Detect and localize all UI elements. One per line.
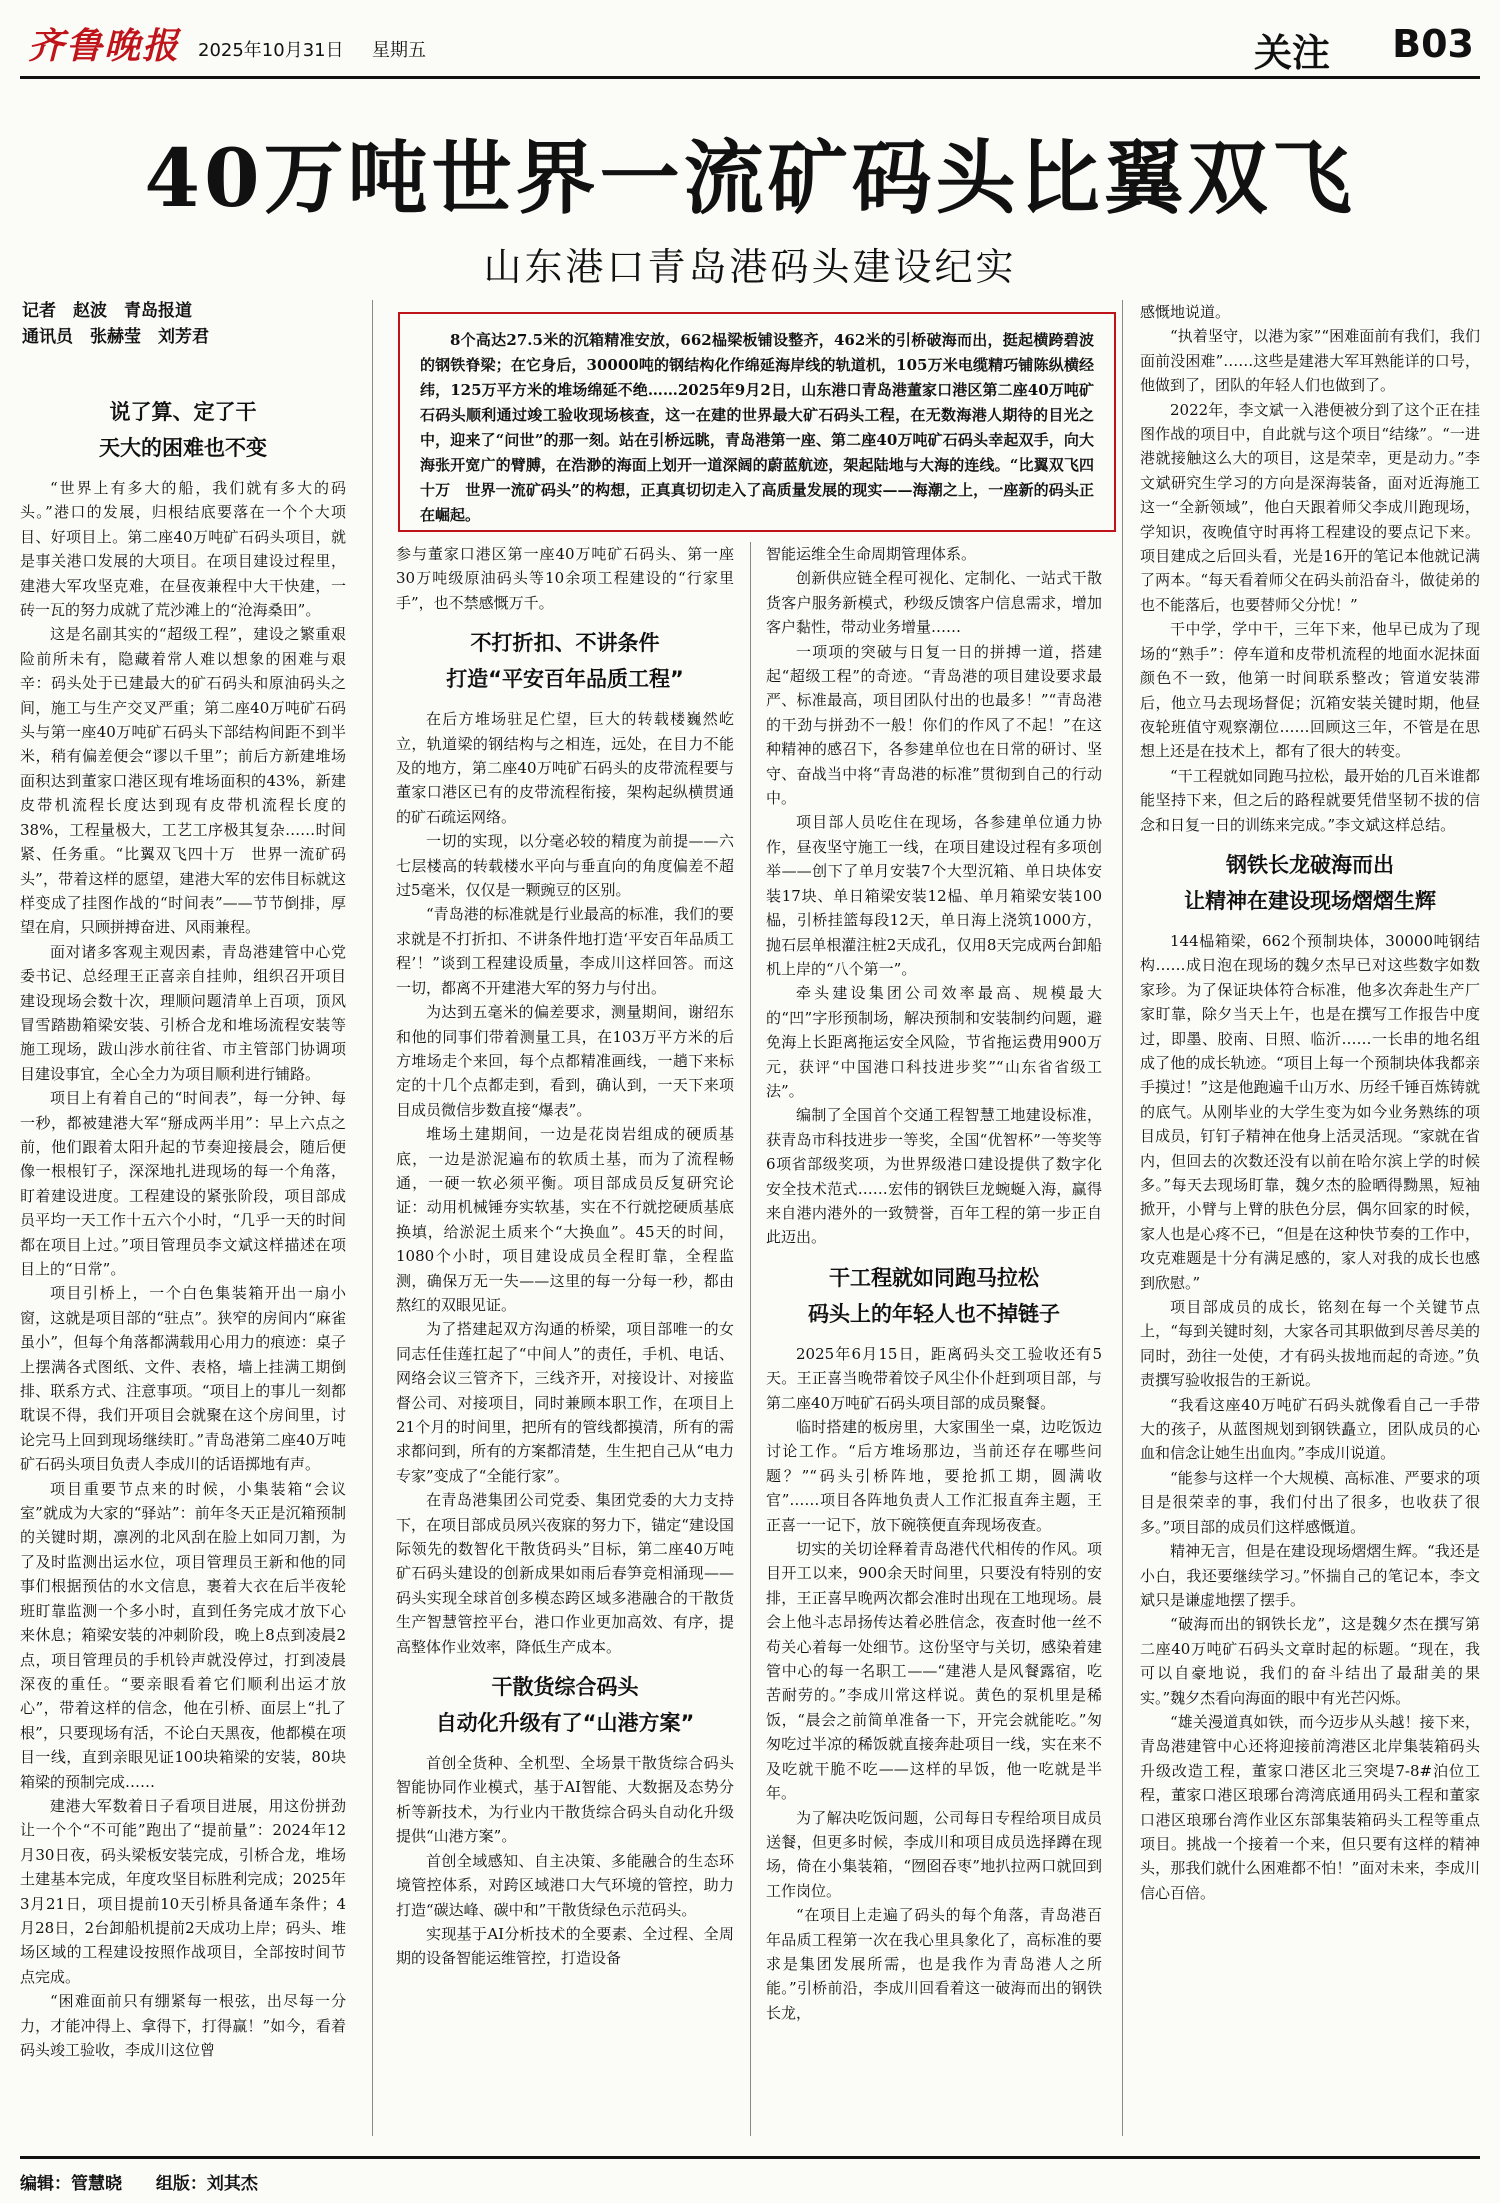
- column-divider: [372, 300, 373, 2136]
- paragraph: 为了解决吃饭问题，公司每日专程给项目成员送餐，但更多时候，李成川和项目成员选择蹲在现场，倚在小集装箱，“囫囵吞枣”地扒拉两口就回到工作岗位。: [766, 1808, 1102, 1900]
- issue-date: 2025年10月31日: [198, 40, 344, 61]
- section-heading-5-line1: 钢铁长龙破海而出: [1226, 852, 1394, 877]
- paragraph: 参与董家口港区第一座40万吨矿石码头、第一座30万吨级原油码头等10余项工程建设的“行家里手”，也不禁感慨万千。: [396, 545, 734, 612]
- paragraph: “执着坚守，以港为家”“困难面前有我们，我们面前没困难”……这些是建港大军耳熟能详的口号，他做到了，团队的年轻人们也做到了。: [1140, 327, 1480, 395]
- article-column-3: [766, 542, 1102, 2136]
- issue-weekday: 星期五: [372, 40, 426, 61]
- section-heading-5-line2: 让精神在建设现场熠熠生辉: [1184, 888, 1436, 913]
- paragraph: 项目部人员吃住在现场，各参建单位通力协作，昼夜坚守施工一线，在项目建设过程有多项创举——创下了单月安装7个大型沉箱、单日块体安装17块、单日箱梁安装12榀、单月箱梁安装100榀，引桥挂篮每段12天，单日海上浇筑1000方，抛石层单根灌注桩2天成孔，仅用8天完成两台卸船机上岸的“八个第一”。: [766, 813, 1102, 978]
- section-heading-1-line1: 说了算、定了干: [109, 400, 257, 424]
- paragraph: 一项项的突破与日复一日的拼搏一道，搭建起“超级工程”的奇迹。“青岛港的项目建设要求最严、标准最高，项目团队付出的也最多！”“青岛港的干劲与拼劲不一般！你们的作风了不起！”在这种精神的感召下，各参建单位也在日常的研讨、坚守、奋战当中将“青岛港的标准”贯彻到自己的行动中。: [766, 642, 1102, 808]
- byline-reporter: 记者 赵波 青岛报道: [22, 301, 192, 321]
- paragraph: 建港大军数着日子看项目进展，用这份拼劲让一个个“不可能”跑出了“提前量”：2024年12月30日夜，码头梁板安装完成，引桥合龙，堆场土建基本完成，年度攻坚目标胜利完成；2025年3月21日，项目提前10天引桥具备通车条件；4月28日，2台卸船机提前2天成功上岸；码头、堆场区域的工程建设按照作战项目，全部按时间节点完成。: [20, 1796, 346, 1986]
- section-heading-3-line1: 干散货综合码头: [491, 1675, 639, 1700]
- paragraph: 精神无言，但是在建设现场熠熠生辉。“我还是小白，我还要继续学习。”怀揣自己的笔记本，李文斌只是谦虚地摆了摆手。: [1140, 1542, 1480, 1609]
- headline: 40万吨世界一流矿码头比翼双飞: [144, 131, 1356, 225]
- paragraph: “我看这座40万吨矿石码头就像看自己一手带大的孩子，从蓝图规划到钢铁矗立，团队成员的心血和信念让她生出血肉。”李成川说道。: [1140, 1395, 1480, 1463]
- paragraph: “干工程就如同跑马拉松，最开始的几百米谁都能坚持下来，但之后的路程就要凭借坚韧不拔的信念和日复一日的训练来完成。”李文斌这样总结。: [1140, 766, 1480, 834]
- paragraph: 智能运维全生命周期管理体系。: [766, 545, 977, 563]
- paragraph: 临时搭建的板房里，大家围坐一桌，边吃饭边讨论工作。“后方堆场那边，当前还存在哪些问题？”“码头引桥阵地，要抢抓工期，圆满收官”……项目各阵地负责人工作汇报直奔主题，王正喜一一记下，放下碗筷便直奔现场夜查。: [766, 1418, 1102, 1534]
- paragraph: “困难面前只有绷紧每一根弦，出尽每一分力，才能冲得上、拿得下，打得赢！”如今，看着码头竣工验收，李成川这位曾: [20, 1992, 346, 2059]
- paragraph: 一切的实现，以分毫必较的精度为前提——六七层楼高的转载楼水平向与垂直向的角度偏差不超过5毫米，仅仅是一颗豌豆的区别。: [396, 832, 734, 900]
- section-heading-2-line1: 不打折扣、不讲条件: [470, 631, 660, 656]
- lead-box: [398, 312, 1116, 532]
- page-number: B03: [1392, 22, 1474, 66]
- paragraph: 项目引桥上，一个白色集装箱开出一扇小窗，这就是项目部的“驻点”。狭窄的房间内“麻雀虽小”，但每个角落都满载用心用力的痕迹：桌子上摆满各式图纸、文件、表格，墙上挂满工期倒排、联系方式、注意事项。“项目上的事儿一刻都耽误不得，我们开项目会就聚在这个房间里，讨论完马上回到现场继续盯。”青岛港第二座40万吨矿石码头项目负责人李成川的话语掷地有声。: [20, 1284, 346, 1474]
- section-heading-1: [20, 394, 346, 466]
- paragraph: 项目部成员的成长，铭刻在每一个关键节点上，“每到关键时刻，大家各司其职做到尽善尽美的同时，劲往一处使，才有码头拔地而起的奇迹。”负责撰写验收报告的王新说。: [1140, 1298, 1480, 1390]
- paragraph: 首创全域感知、自主决策、多能融合的生态环境管控体系，对跨区域港口大气环境的管控，助力打造“碳达峰、碳中和”干散货绿色示范码头。: [396, 1851, 734, 1919]
- footer-designer: 组版：刘其杰: [155, 2174, 258, 2194]
- lead-paragraph: 8个高达27.5米的沉箱精准安放，662榀梁板铺设整齐，462米的引桥破海而出，挺起横跨碧波的钢铁脊梁；在它身后，30000吨的钢结构化作绵延海岸线的轨道机，105万米电缆精巧铺陈纵横经纬，125万平方米的堆场绵延不绝……2025年9月2日，山东港口青岛港董家口港区第二座40万吨矿石码头顺利通过竣工验收现场核查，这一在建的世界最大矿石码头工程，在无数海港人期待的目光之中，迎来了“问世”的那一刻。站在引桥远眺，青岛港第一座、第二座40万吨矿石码头幸起双手，向大海张开宽广的臂膊，在浩渺的海面上划开一道深阔的蔚蓝航迹，架起陆地与大海的连线。“比翼双飞四十万 世界一流矿码头”的构想，正真真切切走入了高质量发展的现实——海潮之上，一座新的码头正在崛起。: [420, 331, 1094, 524]
- paragraph: 2025年6月15日，距离码头交工验收还有5天。王正喜当晚带着饺子风尘仆仆赶到项目部，与第二座40万吨矿石码头项目部的成员聚餐。: [766, 1344, 1102, 1412]
- paragraph: “在项目上走遍了码头的每个角落，青岛港百年品质工程第一次在我心里具象化了，高标准的要求是集团发展所需，也是我作为青岛港人之所能。”引桥前沿，李成川回看着这一破海而出的钢铁长龙，: [766, 1906, 1102, 2022]
- paragraph: 牵头建设集团公司效率最高、规模最大的“凹”字形预制场，解决预制和安装制约问题，避免海上长距离拖运安全风险，节省拖运费用900万元，获评“中国港口科技进步奖”“山东省省级工法”。: [766, 984, 1102, 1100]
- paragraph: 切实的关切诠释着青岛港代代相传的作风。项目开工以来，900余天时间里，只要没有特别的安排，王正喜早晚两次都会准时出现在工地现场。晨会上他斗志昂扬传达着必胜信念，夜查时他一丝不苟关心着每一处细节。这份坚守与关切，感染着建管中心的每一名职工——“建港人是风餐露宿，吃苦耐劳的。”李成川常这样说。黄色的泵机里是稀饭，“晨会之前简单准备一下，开完会就能吃。”匆匆吃过半凉的稀饭就直接奔赴项目一线，实在来不及吃就干脆不吃——这样的早饭，他一吃就是半年。: [766, 1540, 1102, 1803]
- section-heading-2: [396, 625, 734, 697]
- section-heading-3: [396, 1669, 734, 1741]
- section-heading-4-line2: 码头上的年轻人也不掉链子: [808, 1301, 1060, 1326]
- paragraph: “雄关漫道真如铁，而今迈步从头越！接下来，青岛港建管中心还将迎接前湾港区北岸集装箱码头升级改造工程，董家口港区北三突堤7-8#泊位工程，董家口港区琅琊台湾湾底通用码头工程和董家口港区琅琊台湾作业区东部集装箱码头工程等重点项目。挑战一个接着一个来，但只要有这样的精神头，那我们就什么困难都不怕！”面对未来，李成川信心百倍。: [1140, 1712, 1480, 1902]
- paragraph: 项目重要节点来的时候，小集装箱“会议室”就成为大家的“驿站”：前年冬天正是沉箱预制的关键时期，凛冽的北风刮在脸上如同刀割，为了及时监测出运水位，项目管理员王新和他的同事们根据预估的水文信息，裹着大衣在后半夜轮班盯靠监测一个多小时，直到任务完成才放下心来休息；箱梁安装的冲刺阶段，晚上8点到凌晨2点，项目管理员的手机铃声就没停过，打到凌晨深夜的重任。“要亲眼看着它们顺利出运才放心”，带着这样的信念，他在引桥、面层上“扎了根”，只要现场有活，不论白天黑夜，他都模在项目一线，直到亲眼见证100块箱梁的安装，80块箱梁的预制完成……: [20, 1479, 346, 1791]
- paragraph: 在青岛港集团公司党委、集团党委的大力支持下，在项目部成员夙兴夜寐的努力下，锚定“建设国际领先的数智化干散货码头”目标，第二座40万吨矿石码头建设的创新成果如雨后春笋竞相涌现——码头实现全球首创多模态跨区域多港融合的干散货生产智慧管控平台，港口作业更加高效、有序，提高整体作业效率，降低生产成本。: [396, 1491, 734, 1656]
- section-heading-2-line2: 打造“平安百年品质工程”: [446, 667, 684, 692]
- paragraph: “世界上有多大的船，我们就有多大的码头。”港口的发展，归根结底要落在一个个大项目、好项目上。第二座40万吨矿石码头项目，就是事关港口发展的大项目。在项目建设过程里，建港大军攻坚克难，在昼夜兼程中大干快建，一砖一瓦的努力成就了荒沙滩上的“沧海桑田”。: [20, 479, 346, 620]
- column-divider: [1122, 300, 1123, 2136]
- subheadline: 山东港口青岛港码头建设纪实: [483, 245, 1017, 289]
- paragraph: 为了搭建起双方沟通的桥梁，项目部唯一的女同志任佳莲扛起了“中间人”的责任，手机、电话、网络会议三管齐下，三线齐开，对接设计、对接监督公司、对接项目，同时兼顾本职工作，在项目上21个月的时间里，把所有的管线都摸清，所有的需求都问到，所有的方案都清楚，生生把自己从“电力专家”变成了“全能行家”。: [396, 1320, 734, 1485]
- paragraph: 感慨地说道。: [1140, 303, 1231, 321]
- paragraph: 干中学，学中干，三年下来，他早已成为了现场的“熟手”：停车道和皮带机流程的地面水泥抹面颜色不一致，他第一时间联系整改；管道安装滞后，他立马去现场督促；沉箱安装关键时期，他昼夜轮班值守观察潮位……回顾这三年，不管是在思想上还是在技术上，都有了很大的转变。: [1140, 620, 1480, 761]
- paragraph: 堆场土建期间，一边是花岗岩组成的硬质基底，一边是淤泥遍布的软质土基，而为了流程畅通，一硬一软必须平衡。项目部成员反复研究论证：动用机械锤夯实软基，实在不行就挖硬质基底换填，给淤泥土质来个“大换血”。45天的时间，1080个小时，项目建设成员全程盯靠，全程监测，确保万无一失——这里的每一分每一秒，都由熬红的双眼见证。: [396, 1125, 734, 1314]
- newspaper-logo: 齐鲁晚报: [28, 25, 181, 67]
- paragraph: 实现基于AI分析技术的全要素、全过程、全周期的设备智能运维管控，打造设备: [396, 1924, 734, 1968]
- paragraph: 为达到五毫米的偏差要求，测量期间，谢绍东和他的同事们带着测量工具，在103万平方米的后方堆场走个来回，每个点都精准画线，一趟下来标定的十几个点都走到，看到，确认到，一天下来项目成员微信步数直接“爆表”。: [396, 1003, 734, 1119]
- section-heading-4: [766, 1260, 1102, 1332]
- paragraph: 在后方堆场驻足伫望，巨大的转载楼巍然屹立，轨道梁的钢结构与之相连，远处，在目力不能及的地方，第二座40万吨矿石码头的皮带流程要与董家口港区已有的皮带流程衔接，架构起纵横贯通的矿石疏运网络。: [396, 710, 734, 826]
- paragraph: “能参与这样一个大规模、高标准、严要求的项目是很荣幸的事，我们付出了很多，也收获了很多。”项目部的成员们这样感慨道。: [1140, 1468, 1480, 1536]
- paragraph: “青岛港的标准就是行业最高的标准，我们的要求就是不打折扣、不讲条件地打造‘平安百年品质工程’！”谈到工程建设质量，李成川这样回答。而这一切，都离不开建港大军的努力与付出。: [396, 905, 734, 997]
- paragraph: 2022年，李文斌一入港便被分到了这个正在挂图作战的项目中，自此就与这个项目“结缘”。“一进港就接触这么大的项目，这是荣幸，更是动力。”李文斌研究生学习的方向是深海装备，面对近海施工这一“全新领域”，他白天跟着师父李成川跑现场，学知识，夜晚值守时再将工程建设的要点记下来。项目建成之后回头看，光是16开的笔记本他就记满了两本。“每天看着师父在码头前沿奋斗，做徒弟的也不能落后，也要替师父分忧！”: [1140, 400, 1480, 614]
- paragraph: 144榀箱梁，662个预制块体，30000吨钢结构……成日泡在现场的魏夕杰早已对这些数字如数家珍。为了保证块体符合标准，他多次奔赴生产厂家盯靠，除夕当天上午，也是在撰写工作报告中度过，即墨、胶南、日照、临沂……一长串的地名组成了他的成长轨迹。“项目上每一个预制块体我都亲手摸过！”这是他跑遍千山万水、历经千锤百炼铸就的底气。从刚毕业的大学生变为如今业务熟练的项目成员，钉钉子精神在他身上活灵活现。“家就在省内，但回去的次数还没有以前在哈尔滨上学的时候多。”每天去现场盯靠，魏夕杰的脸晒得黝黑，短袖掀开，小臂与上臂的肤色分层，偶尔回家的时候，家人也是心疼不已，“但是在这种快节奏的工作中，攻克难题是十分有满足感的，家人对我的成长也感到欣慰。”: [1140, 931, 1480, 1292]
- paragraph: 面对诸多客观主观因素，青岛港建管中心党委书记、总经理王正喜亲自挂帅，组织召开项目建设现场会数十次，理顺问题清单上百项，顶风冒雪踏勘箱梁安装、引桥合龙和堆场流程安装等施工现场，跋山涉水前往省、市主管部门协调项目建设事宜，全心全力为项目顺利进行铺路。: [20, 942, 346, 1083]
- section-heading-4-line1: 干工程就如同跑马拉松: [829, 1265, 1039, 1290]
- section-heading-5: [1140, 847, 1480, 919]
- section-name: 关注: [1253, 30, 1330, 75]
- article-column-2: [396, 542, 734, 2136]
- paragraph: 创新供应链全程可视化、定制化、一站式干散货客户服务新模式，秒级反馈客户信息需求，增加客户黏性，带动业务增量……: [766, 569, 1102, 637]
- column-divider: [750, 542, 751, 2136]
- paragraph: 编制了全国首个交通工程智慧工地建设标准，获青岛市科技进步一等奖，全国“优智杯”一等奖等6项省部级奖项，为世界级港口建设提供了数字化安全技术范式……宏伟的钢铁巨龙蜿蜒入海，赢得来自港内港外的一致赞誉，百年工程的第一步正自此迈出。: [766, 1106, 1102, 1247]
- paragraph: “破海而出的钢铁长龙”，这是魏夕杰在撰写第二座40万吨矿石码头文章时起的标题。“现在，我可以自豪地说，我们的奋斗结出了最甜美的果实。”魏夕杰看向海面的眼中有光芒闪烁。: [1140, 1615, 1480, 1707]
- section-heading-1-line2: 天大的困难也不变: [99, 436, 267, 460]
- byline-correspondents: 通讯员 张赫莹 刘芳君: [22, 327, 209, 347]
- article-column-4: [1140, 300, 1480, 2136]
- section-heading-3-line2: 自动化升级有了“山港方案”: [435, 1711, 695, 1736]
- masthead: [20, 12, 1480, 79]
- article-column-1: [20, 384, 346, 2136]
- paragraph: 首创全货种、全机型、全场景干散货综合码头智能协同作业模式，基于AI智能、大数据及态势分析等新技术，为行业内干散货综合码头自动化升级提供“山港方案”。: [396, 1754, 734, 1846]
- footer-editor: 编辑：管慧晓: [20, 2174, 122, 2194]
- page-footer: [20, 2156, 1480, 2194]
- paragraph: 这是名副其实的“超级工程”，建设之繁重艰险前所未有，隐藏着常人难以想象的困难与艰辛：码头处于已建最大的矿石码头和原油码头之间，施工与生产交叉严重；第二座40万吨矿石码头与第一座40万吨矿石码头下部结构间距不到半米，稍有偏差便会“谬以千里”；前后方新建堆场面积达到董家口港区现有堆场面积的43%，新建皮带机流程长度达到现有皮带机流程长度的38%，工程量极大，工艺工序极其复杂……时间紧、任务重。“比翼双飞四十万 世界一流矿码头”，带着这样的愿望，建港大军的宏伟目标就这样变成了挂图作战的“时间表”——节节倒排，厚望在肩，只顾拼搏奋进、风雨兼程。: [20, 625, 346, 937]
- paragraph: 项目上有着自己的“时间表”，每一分钟、每一秒，都被建港大军“掰成两半用”：早上六点之前，他们跟着太阳升起的节奏迎接晨会，随后便像一根根钉子，深深地扎进现场的每一个角落，盯着建设进度。工程建设的紧张阶段，项目部成员平均一天工作十五六个小时，“几乎一天的时间都在项目上过。”项目管理员李文斌这样描述在项目上的“日常”。: [20, 1089, 346, 1278]
- byline: [22, 298, 209, 350]
